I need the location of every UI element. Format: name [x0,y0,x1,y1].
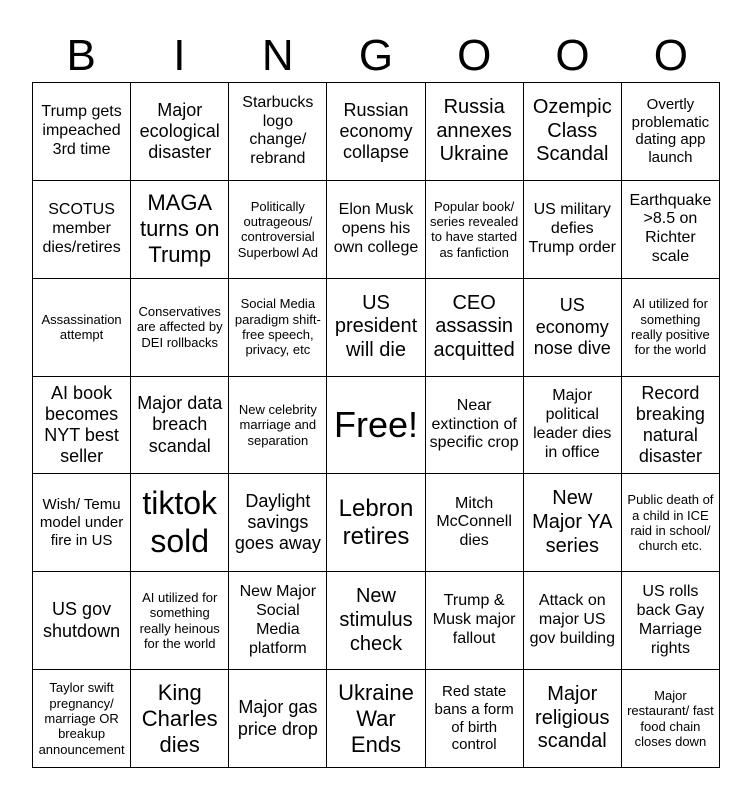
bingo-cell[interactable]: Red state bans a form of birth control [426,670,524,768]
bingo-cell[interactable]: Ukraine War Ends [327,670,425,768]
bingo-cell[interactable]: Assassination attempt [33,279,131,377]
bingo-cell[interactable]: Major political leader dies in office [524,377,622,475]
bingo-cell[interactable]: Major ecological disaster [131,83,229,181]
bingo-cell[interactable]: Lebron retires [327,474,425,572]
bingo-header [32,30,720,82]
bingo-grid [32,82,720,768]
bingo-cell[interactable]: Starbucks logo change/ rebrand [229,83,327,181]
bingo-cell[interactable]: Taylor swift pregnancy/ marriage OR breakup announcement [33,670,131,768]
bingo-cell[interactable]: Earthquake >8.5 on Richter scale [622,181,720,279]
bingo-cell[interactable]: tiktok sold [131,474,229,572]
bingo-cell[interactable]: Mitch McConnell dies [426,474,524,572]
bingo-cell[interactable]: Near extinction of specific crop [426,377,524,475]
bingo-cell[interactable]: King Charles dies [131,670,229,768]
free-space-cell[interactable]: Free! [327,377,425,475]
bingo-cell[interactable]: AI book becomes NYT best seller [33,377,131,475]
bingo-cell[interactable]: Major gas price drop [229,670,327,768]
bingo-cell[interactable]: Major data breach scandal [131,377,229,475]
bingo-cell[interactable]: US economy nose dive [524,279,622,377]
bingo-cell[interactable]: CEO assassin acquitted [426,279,524,377]
bingo-cell[interactable]: Elon Musk opens his own college [327,181,425,279]
bingo-cell[interactable]: Wish/ Temu model under fire in US [33,474,131,572]
bingo-cell[interactable]: Ozempic Class Scandal [524,83,622,181]
bingo-cell[interactable]: Conservatives are affected by DEI rollbacks [131,279,229,377]
bingo-cell[interactable]: Russia annexes Ukraine [426,83,524,181]
bingo-cell[interactable]: MAGA turns on Trump [131,181,229,279]
header-letter: I [173,31,186,80]
bingo-cell[interactable]: AI utilized for something really positive for the world [622,279,720,377]
bingo-cell[interactable]: Major religious scandal [524,670,622,768]
bingo-cell[interactable]: Trump & Musk major fallout [426,572,524,670]
bingo-cell[interactable]: New Major YA series [524,474,622,572]
bingo-cell[interactable]: Social Media paradigm shift- free speech, privacy, etc [229,279,327,377]
bingo-cell[interactable]: US gov shutdown [33,572,131,670]
header-letter: G [358,31,394,80]
bingo-cell[interactable]: Trump gets impeached 3rd time [33,83,131,181]
bingo-cell[interactable]: US military defies Trump order [524,181,622,279]
bingo-cell[interactable]: Public death of a child in ICE raid in school/ church etc. [622,474,720,572]
bingo-cell[interactable]: New celebrity marriage and separation [229,377,327,475]
bingo-cell[interactable]: New stimulus check [327,572,425,670]
bingo-cell[interactable]: Russian economy collapse [327,83,425,181]
header-letter: O [555,31,590,80]
bingo-cell[interactable]: Overtly problematic dating app launch [622,83,720,181]
bingo-cell[interactable]: US rolls back Gay Marriage rights [622,572,720,670]
bingo-cell[interactable]: Politically outrageous/ controversial Superbowl Ad [229,181,327,279]
bingo-cell[interactable]: Major restaurant/ fast food chain closes down [622,670,720,768]
header-letter: O [457,31,492,80]
bingo-cell[interactable]: AI utilized for something really heinous for the world [131,572,229,670]
bingo-cell[interactable]: Record breaking natural disaster [622,377,720,475]
bingo-cell[interactable]: SCOTUS member dies/retires [33,181,131,279]
bingo-cell[interactable]: New Major Social Media platform [229,572,327,670]
bingo-cell[interactable]: US president will die [327,279,425,377]
header-letter: O [653,31,688,80]
bingo-cell[interactable]: Popular book/ series revealed to have started as fanfiction [426,181,524,279]
header-letter: N [261,31,294,80]
bingo-cell[interactable]: Daylight savings goes away [229,474,327,572]
bingo-cell[interactable]: Attack on major US gov building [524,572,622,670]
header-letter: B [66,31,96,80]
